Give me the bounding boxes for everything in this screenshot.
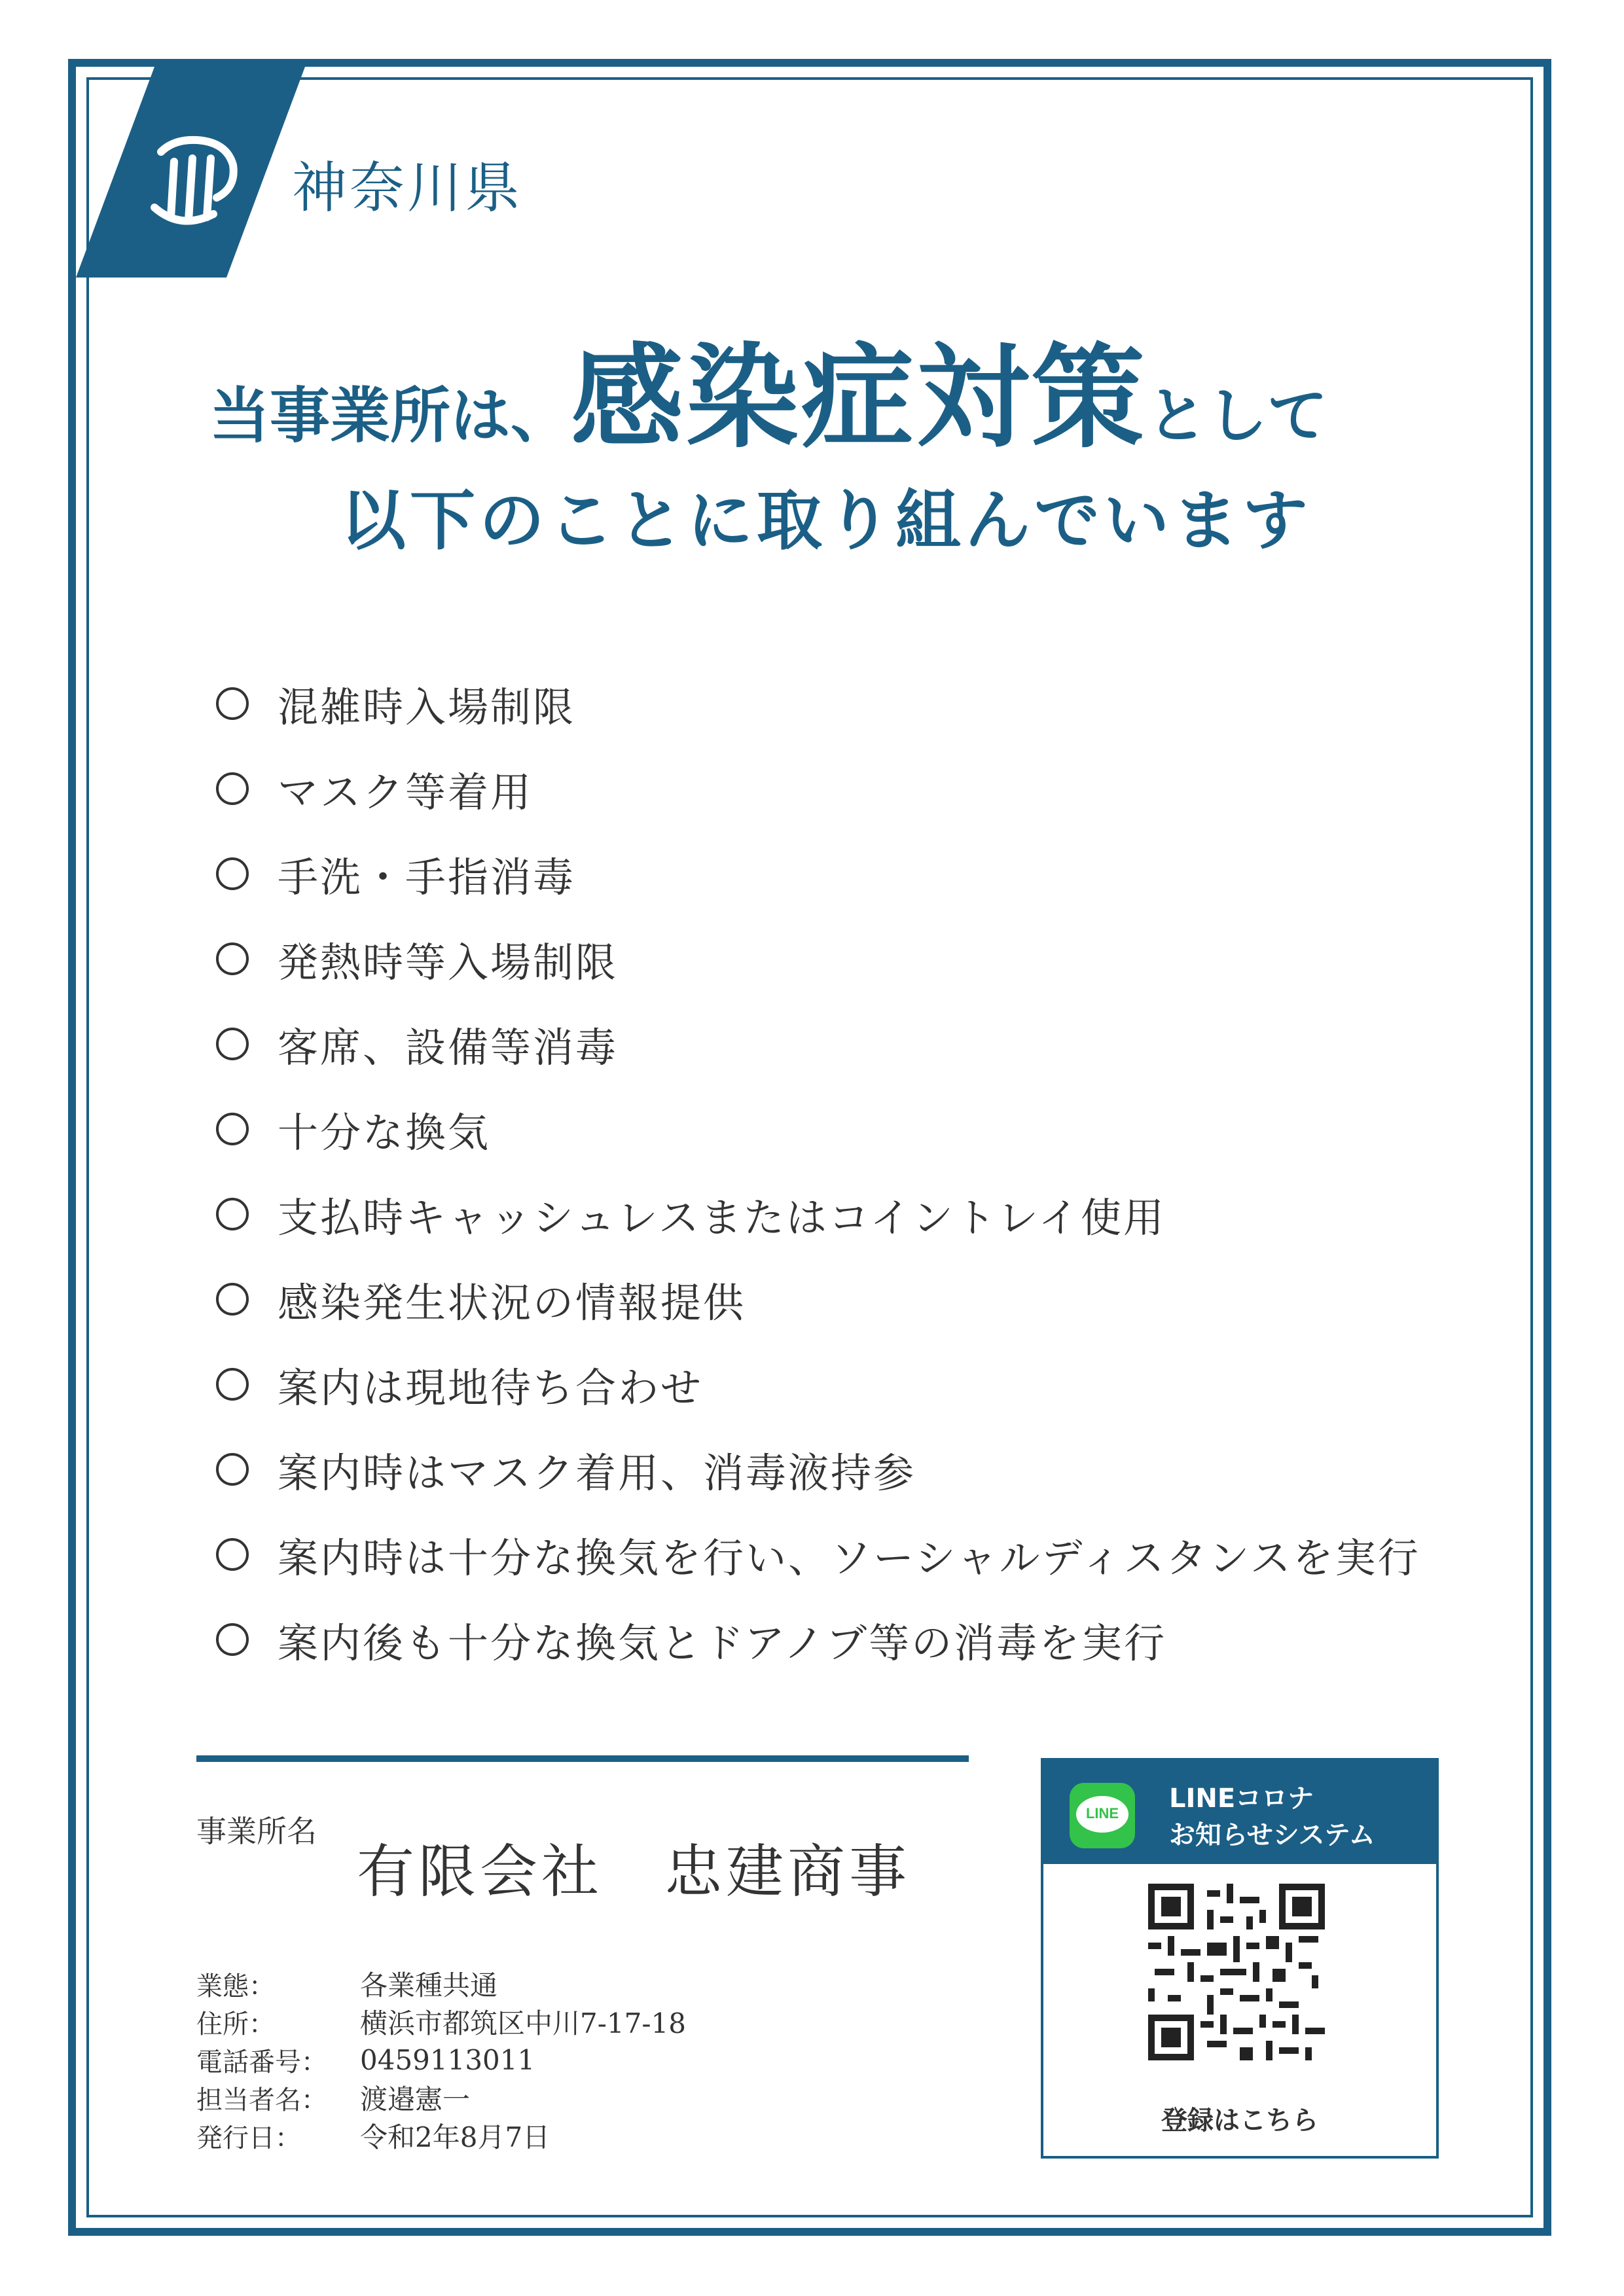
list-item (216, 661, 1420, 746)
circle-bullet-icon (216, 1368, 249, 1401)
circle-bullet-icon (216, 1283, 249, 1316)
info-value: 各業種共通 (360, 1969, 498, 2001)
info-key: 発行日： (196, 2123, 301, 2153)
circle-bullet-icon (216, 1538, 249, 1571)
circle-bullet-icon (216, 857, 249, 890)
line-title-line1: LINEコロナ (1169, 1784, 1314, 1814)
list-item (216, 1086, 1420, 1172)
list-item (216, 1172, 1420, 1257)
line-logo-icon (1070, 1783, 1135, 1848)
measure-text: 案内時はマスク着用、消毒液持参 (278, 1448, 916, 1497)
business-name: 有限会社 忠建商事 (357, 1838, 911, 1905)
business-info (196, 1965, 686, 2155)
section-divider (196, 1755, 969, 1762)
circle-bullet-icon (216, 1623, 249, 1656)
info-value: 横浜市都筑区中川7-17-18 (360, 2007, 686, 2039)
list-item (216, 1001, 1420, 1086)
measures-list (216, 661, 1420, 1682)
measure-text: 発熱時等入場制限 (278, 938, 619, 986)
headline-lead: 当事業所は、 (209, 381, 571, 451)
info-row (196, 2003, 686, 2041)
info-value: 令和2年8月7日 (360, 2121, 550, 2153)
circle-bullet-icon (216, 772, 249, 805)
list-item (216, 746, 1420, 831)
line-box-title (1169, 1780, 1431, 1854)
line-box-header (1043, 1761, 1436, 1864)
info-row (196, 1965, 686, 2003)
prefecture-name: 神奈川県 (292, 156, 523, 220)
info-row (196, 2041, 686, 2079)
circle-bullet-icon (216, 1028, 249, 1060)
measure-text: 客席、設備等消毒 (278, 1023, 619, 1071)
circle-bullet-icon (216, 1113, 249, 1145)
line-logo-text: LINE (1085, 1805, 1119, 1821)
info-row (196, 2079, 686, 2117)
circle-bullet-icon (216, 942, 249, 975)
prefecture-logo-band (76, 67, 305, 278)
measure-text: 混雑時入場制限 (278, 683, 576, 731)
circle-bullet-icon (216, 1198, 249, 1230)
measure-text: 案内時は十分な換気を行い、ソーシャルディスタンスを実行 (278, 1534, 1420, 1582)
line-title-line2: お知らせシステム (1169, 1820, 1375, 1850)
circle-bullet-icon (216, 1453, 249, 1486)
headline-emphasis: 感染症対策 (571, 332, 1147, 463)
info-key: 電話番号： (196, 2047, 327, 2077)
headline-tail: として (1147, 381, 1328, 451)
measure-text: マスク等着用 (278, 768, 533, 816)
info-key: 住所： (196, 2009, 275, 2039)
list-item (216, 1342, 1420, 1427)
qr-code-icon[interactable] (1148, 1884, 1325, 2060)
list-item (216, 1257, 1420, 1342)
list-item (216, 1512, 1420, 1597)
list-item (216, 1597, 1420, 1682)
measure-text: 十分な換気 (278, 1108, 491, 1157)
headline (209, 308, 1453, 469)
info-row (196, 2117, 686, 2155)
info-value: 渡邉憲一 (360, 2083, 471, 2115)
info-key: 担当者名： (196, 2085, 327, 2115)
business-label: 事業所名 (196, 1814, 317, 1849)
measure-text: 案内後も十分な換気とドアノブ等の消毒を実行 (278, 1619, 1167, 1667)
info-key: 業態： (196, 1971, 275, 2001)
list-item (216, 831, 1420, 916)
list-item (216, 916, 1420, 1001)
info-value: 0459113011 (360, 2043, 535, 2076)
subheadline: 以下のことに取り組んでいます (340, 482, 1312, 559)
circle-bullet-icon (216, 687, 249, 720)
measure-text: 案内は現地待ち合わせ (278, 1363, 704, 1412)
list-item (216, 1427, 1420, 1512)
measure-text: 感染発生状況の情報提供 (278, 1278, 746, 1327)
measure-text: 手洗・手指消毒 (278, 853, 576, 901)
measure-text: 支払時キャッシュレスまたはコイントレイ使用 (278, 1193, 1166, 1242)
line-corona-box[interactable] (1041, 1758, 1439, 2159)
register-link[interactable]: 登録はこちら (1161, 2106, 1318, 2136)
